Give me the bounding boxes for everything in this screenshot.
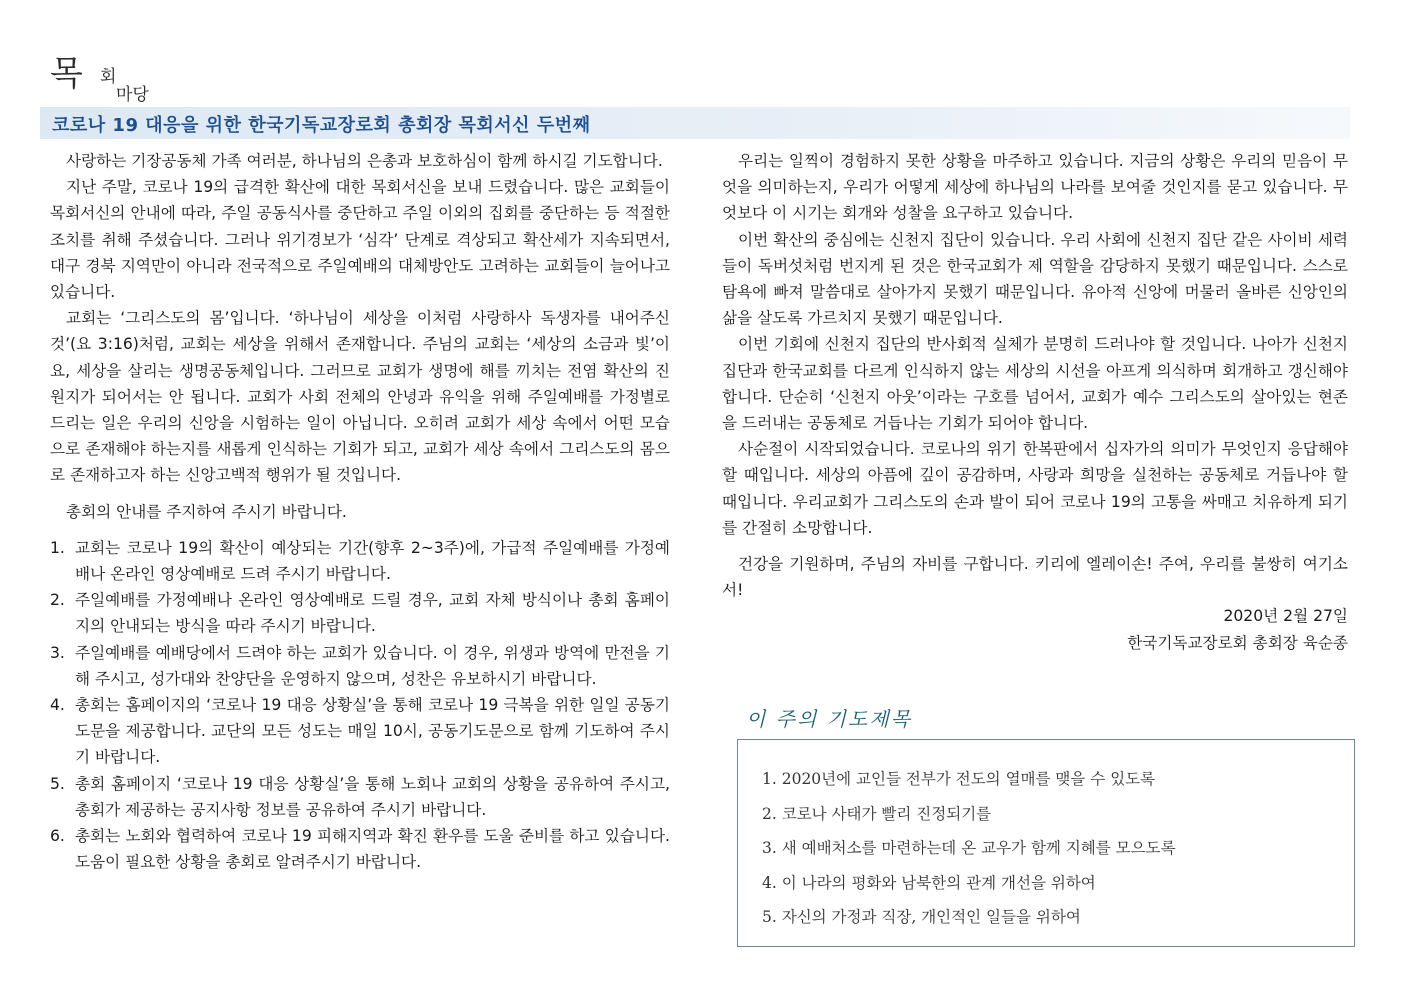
notice-number: 1. xyxy=(50,538,65,557)
notice-text: 주일예배를 예배당에서 드려야 하는 교회가 있습니다. 이 경우, 위생과 방역에 만전을 기해 주시고, 성가대와 찬양단을 운영하지 않으며, 성찬은 유보하시기 바랍니다. xyxy=(75,643,670,688)
notice-text: 총회 홈페이지 ‘코로나 19 대응 상황실’을 통해 노회나 교회의 상황을 공유하여 주시고, 총회가 제공하는 공지사항 정보를 공유하여 주시기 바랍니다. xyxy=(75,774,670,819)
prayer-list xyxy=(738,740,1354,935)
paragraph: 사랑하는 기장공동체 가족 여러분, 하나님의 은총과 보호하심이 함께 하시길 기도합니다. xyxy=(66,152,663,170)
notice-item xyxy=(50,587,670,639)
paragraph: 교회는 ‘그리스도의 몸’입니다. ‘하나님이 세상을 이처럼 사랑하사 독생자를 내어주신 것’(요 3:16)처럼, 교회는 세상을 위해서 존재합니다. 주님의 교회는 ‘세상의 소금과 빛’이요, 세상을 살리는 생명공동체입니다. 그러므로 교회가 생명에 해를 끼치는 전염 확산의 진원지가 되어서는 안 됩니다. 교회가 사회 전체의 안녕과 유익을 위해 주일예배를 가정별로 드리는 일은 우리의 신앙을 시험하는 일이 아닙니다. 오히려 교회가 세상 속에서 어떤 모습으로 존재해야 하는지를 새롭게 인식하는 기회가 되고, 교회가 세상 속에서 그리스도의 몸으로 존재하고자 하는 신앙고백적 행위가 될 것입니다. xyxy=(50,309,670,485)
paragraph: 건강을 기원하며, 주님의 자비를 구합니다. 키리에 엘레이손! 주여, 우리를 불쌍히 여기소서! xyxy=(722,555,1348,600)
notice-number: 2. xyxy=(50,591,65,610)
notice-text: 교회는 코로나 19의 확산이 예상되는 기간(향후 2~3주)에, 가급적 주일예배를 가정예배나 온라인 영상예배로 드려 주시기 바랍니다. xyxy=(75,538,670,584)
logo-text-small: 마당 xyxy=(116,85,149,105)
notice-number: 4. xyxy=(50,696,65,715)
notice-item xyxy=(50,771,670,823)
notice-item xyxy=(50,640,670,692)
letter-date: 2020년 2월 27일 xyxy=(1223,607,1348,626)
notice-number: 3. xyxy=(50,643,65,662)
paragraph: 이번 기회에 신천지 집단의 반사회적 실체가 분명히 드러나야 할 것입니다. 나아가 신천지 집단과 한국교회를 다르게 인식하지 않는 세상의 시선을 아프게 의식하며 회개하고 갱신해야 합니다. 단순히 ‘신천지 아웃’이라는 구호를 넘어서, 교회가 예수 그리스도의 살아있는 현존을 드러내는 공동체로 거듭나는 기회가 되어야 합니다. xyxy=(722,335,1348,433)
prayer-item: 4. 이 나라의 평화와 남북한의 관계 개선을 위하여 xyxy=(762,873,1096,892)
prayer-box xyxy=(737,739,1355,947)
notice-number: 5. xyxy=(50,774,65,793)
section-logo xyxy=(50,44,180,106)
notice-item xyxy=(50,535,670,587)
notice-item xyxy=(50,692,670,771)
letter-signature: 한국기독교장로회 총회장 육순종 xyxy=(1127,633,1348,652)
paragraph: 우리는 일찍이 경험하지 못한 상황을 마주하고 있습니다. 지금의 상황은 우리의 믿음이 무엇을 의미하는지, 우리가 어떻게 세상에 하나님의 나라를 보여줄 것인지를 묻고 있습니다. 무엇보다 이 시기는 회개와 성찰을 요구하고 있습니다. xyxy=(722,152,1348,223)
notice-list xyxy=(50,535,670,876)
prayer-item: 3. 새 예배처소를 마련하는데 온 교우가 함께 지혜를 모으도록 xyxy=(762,839,1176,858)
notice-text: 주일예배를 가정예배나 온라인 영상예배로 드릴 경우, 교회 자체 방식이나 총회 홈페이지의 안내되는 방식을 따라 주시기 바랍니다. xyxy=(75,591,670,636)
article-title: 코로나 19 대응을 위한 한국기독교장로회 총회장 목회서신 두번째 xyxy=(52,115,591,136)
prayer-section-title: 이 주의 기도제목 xyxy=(746,707,912,731)
notice-text: 총회는 노회와 협력하여 코로나 19 피해지역과 확진 환우를 도울 준비를 하고 있습니다. 도움이 필요한 상황을 총회로 알려주시기 바랍니다. xyxy=(75,827,670,872)
prayer-item: 2. 코로나 사태가 빨리 진정되기를 xyxy=(762,804,992,823)
prayer-item: 1. 2020년에 교인들 전부가 전도의 열매를 맺을 수 있도록 xyxy=(762,770,1156,788)
paragraph: 이번 확산의 중심에는 신천지 집단이 있습니다. 우리 사회에 신천지 집단 같은 사이비 세력들이 독버섯처럼 번지게 된 것은 한국교회가 제 역할을 감당하지 못했기 때문입니다. 스스로 탐욕에 빠져 말씀대로 살아가지 못했기 때문입니다. 유아적 신앙에 머물러 올바른 신앙인의 삶을 살도록 가르치지 못했기 때문입니다. xyxy=(722,230,1348,328)
paragraph: 지난 주말, 코로나 19의 급격한 확산에 대한 목회서신을 보내 드렸습니다. 많은 교회들이 목회서신의 안내에 따라, 주일 공동식사를 중단하고 주일 이외의 집회를 중단하는 등 적절한 조치를 취해 주셨습니다. 그러나 위기경보가 ‘심각’ 단계로 격상되고 확산세가 지속되면서, 대구 경북 지역만이 아니라 전국적으로 주일예배의 대체방안도 고려하는 교회들이 늘어나고 있습니다. xyxy=(50,178,670,302)
logo-char-mid: 회 xyxy=(100,67,117,87)
notice-number: 6. xyxy=(50,827,65,846)
prayer-item: 5. 자신의 가정과 직장, 개인적인 일들을 위하여 xyxy=(762,908,1081,927)
notice-text: 총회는 홈페이지의 ‘코로나 19 대응 상황실’을 통해 코로나 19 극복을 위한 일일 공동기도문을 제공합니다. 교단의 모든 성도는 매일 10시, 공동기도문으로 함께 기도하여 주시기 바랍니다. xyxy=(75,696,670,767)
paragraph: 총회의 안내를 주지하여 주시기 바랍니다. xyxy=(66,502,347,521)
article-title-bar xyxy=(40,107,1350,139)
right-column xyxy=(722,148,1348,656)
logo-char-big: 목 xyxy=(50,54,82,94)
notice-item xyxy=(50,823,670,875)
left-column xyxy=(50,148,670,875)
paragraph: 사순절이 시작되었습니다. 코로나의 위기 한복판에서 십자가의 의미가 무엇인지 응답해야 할 때입니다. 세상의 아픔에 깊이 공감하며, 사랑과 희망을 실천하는 공동체로 거듭나야 할 때입니다. 우리교회가 그리스도의 손과 발이 되어 코로나 19의 고통을 싸매고 치유하게 되기를 간절히 소망합니다. xyxy=(722,440,1348,537)
